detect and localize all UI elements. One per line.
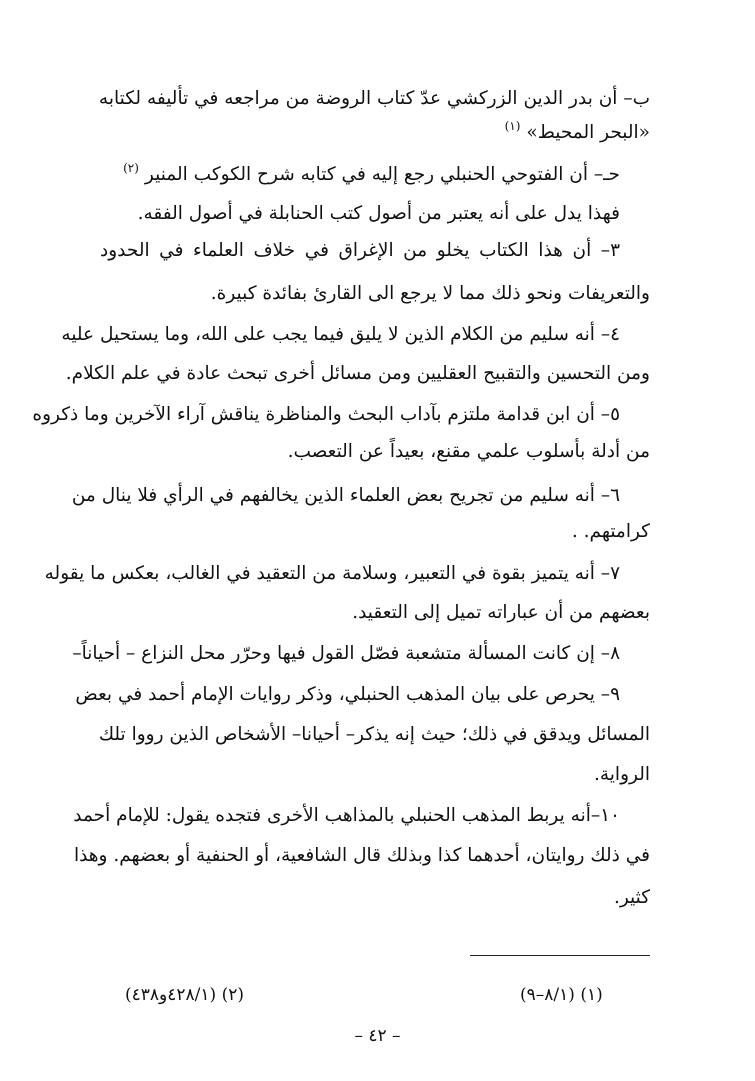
footnote-1: (١) (٨/١–٩) [520, 985, 603, 1005]
footnote-mark: (٢) [123, 161, 139, 175]
text-line: ٨– إن كانت المسألة متشعبة فصّل القول فيها وحرّر محل النزاع – أحياناً– [72, 643, 620, 664]
text-line: ٩– يحرص على بيان المذهب الحنبلي، وذكر روايات الإمام أحمد في بعض [75, 684, 620, 705]
text-line: ٥– أن ابن قدامة ملتزم بآداب البحث والمناظرة يناقش آراء الآخرين وما ذكروه [32, 404, 620, 425]
text-line: ١٠–أنه يربط المذهب الحنبلي بالمذاهب الأخرى فتجده يقول: للإمام أحمد [73, 805, 620, 826]
text-line: كثير. [613, 887, 650, 908]
footnote-mark: (١) [504, 119, 521, 133]
text-line: ومن التحسين والتقبيح العقليين ومن مسائل أخرى تبحث عادة في علم الكلام. [65, 363, 650, 384]
text-line: ٧– أنه يتميز بقوة في التعبير، وسلامة من التعقيد في الغالب، بعكس ما يقوله [44, 563, 620, 584]
text-line: بعضهم من أن عباراته تميل إلى التعقيد. [352, 602, 650, 623]
text-line: ٣– أن هذا الكتاب يخلو من الإغراق في خلاف العلماء في الحدود [100, 240, 620, 261]
text-line [400, 121, 650, 146]
text-line: في ذلك روايتان، أحدهما كذا وبذلك قال الشافعية، أو الحنفية أو بعضهم. وهذا [73, 845, 650, 866]
text-fragment: حـ– أن الفتوحي الحنبلي رجع إليه في كتابه شرح الكوكب المنير [144, 164, 620, 185]
text-line: من أدلة بأسلوب علمي مقنع، بعيداً عن التعصب. [287, 441, 650, 462]
text-line: ٤– أنه سليم من الكلام الذين لا يليق فيما يجب على الله، وما يستحيل عليه [61, 324, 620, 345]
text-line: المسائل ويدقق في ذلك؛ حيث إنه يذكر– أحيانا– الأشخاص الذين رووا تلك [98, 724, 650, 745]
footnote-divider [470, 955, 650, 956]
page-number: – ٤٢ – [354, 1026, 401, 1046]
text-line: فهذا يدل على أنه يعتبر من أصول كتب الحنابلة في أصول الفقه. [137, 203, 620, 224]
text-line: كرامتهم. . [571, 521, 650, 542]
footnote-2: (٢) (٤٢٨/١و٤٣٨) [125, 985, 244, 1005]
text-line: الرواية. [593, 764, 650, 785]
text-line: والتعريفات ونحو ذلك مما لا يرجع الى القارئ بفائدة كبيرة. [210, 283, 650, 304]
text-line: ٦– أنه سليم من تجريح بعض العلماء الذين يخالفهم في الرأي فلا ينال من [71, 485, 620, 506]
text-line: ب– أن بدر الدين الزركشي عدّ كتاب الروضة من مراجعه في تأليفه لكتابه [98, 88, 650, 109]
text-line [123, 161, 620, 188]
text-fragment: «البحر المحيط» [526, 122, 650, 143]
